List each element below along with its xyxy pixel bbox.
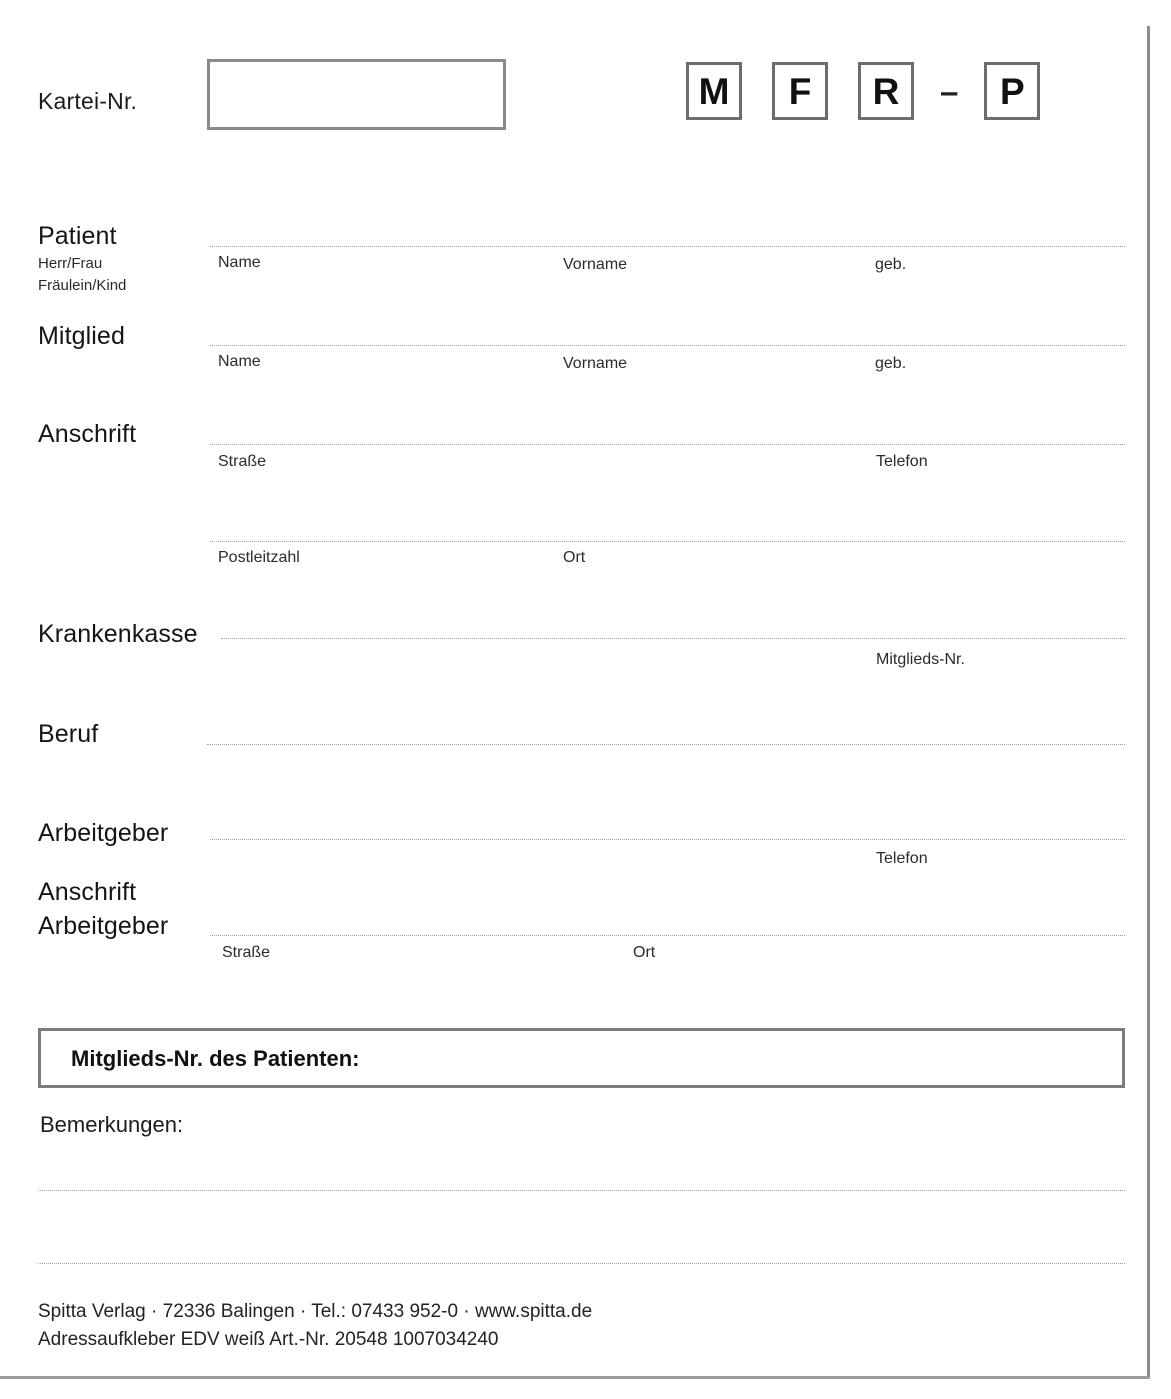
section-heading-beruf: Beruf [38, 720, 99, 748]
arbeitgeber-telefon-caption: Telefon [876, 850, 928, 867]
patient-geb-caption: geb. [875, 256, 907, 273]
section-heading-anschrift: Anschrift [38, 420, 137, 448]
category-box-group [686, 62, 1040, 120]
category-box-m[interactable]: M [686, 62, 742, 120]
mitgliedsnr-patient-label: Mitglieds-Nr. des Patienten: [71, 1046, 360, 1071]
anschrift-plz-caption: Postleitzahl [218, 549, 300, 566]
footer-imprint [38, 1298, 592, 1353]
mitglied-geb-caption: geb. [875, 355, 907, 372]
arbeitgeber-rule[interactable] [210, 839, 1125, 840]
anschrift-plz-ort-rule[interactable] [210, 541, 1125, 542]
patient-name-caption: Name [218, 254, 261, 271]
category-separator-dash: – [940, 72, 959, 110]
section-heading-anschrift-arbeitgeber-line-1: Anschrift [38, 878, 137, 906]
anschrift-ort-caption: Ort [563, 549, 586, 566]
category-box-p[interactable]: P [984, 62, 1040, 120]
page-edge-right [1147, 26, 1150, 1378]
beruf-rule[interactable] [207, 744, 1125, 745]
section-heading-krankenkasse: Krankenkasse [38, 620, 198, 648]
patient-name-rule[interactable] [210, 246, 1125, 247]
bemerkungen-rule-1[interactable] [38, 1190, 1125, 1191]
krankenkasse-rule[interactable] [221, 638, 1125, 639]
footer-line-1: Spitta Verlag · 72336 Balingen · Tel.: 07433 952-0 · www.spitta.de [38, 1301, 593, 1322]
mitglied-vorname-caption: Vorname [563, 355, 628, 372]
mitgliedsnr-patient-box[interactable] [38, 1028, 1125, 1088]
patient-vorname-caption: Vorname [563, 256, 628, 273]
patient-subtitle-line-2: Fräulein/Kind [38, 277, 127, 294]
mitglied-name-rule[interactable] [210, 345, 1125, 346]
mitglied-name-caption: Name [218, 353, 261, 370]
bemerkungen-rule-2[interactable] [38, 1263, 1125, 1264]
footer-line-2: Adressaufkleber EDV weiß Art.-Nr. 20548 1007034240 [38, 1328, 499, 1350]
section-heading-anschrift-arbeitgeber-line-2: Arbeitgeber [38, 912, 169, 940]
anschrift-telefon-caption: Telefon [876, 453, 928, 470]
patient-subtitle-line-1: Herr/Frau [38, 255, 103, 272]
kartei-nr-input[interactable] [207, 59, 506, 130]
category-box-f[interactable]: F [772, 62, 828, 120]
arbeitgeber-anschrift-rule[interactable] [210, 935, 1125, 936]
kartei-nr-label: Kartei-Nr. [38, 88, 138, 114]
page-edge-bottom [0, 1376, 1150, 1379]
anschrift-strasse-caption: Straße [218, 453, 267, 470]
arbeitgeber-ort-caption: Ort [633, 944, 656, 961]
section-heading-mitglied: Mitglied [38, 322, 125, 350]
arbeitgeber-strasse-caption: Straße [222, 944, 271, 961]
krankenkasse-mitgliedsnr-caption: Mitglieds-Nr. [876, 651, 965, 668]
bemerkungen-label: Bemerkungen: [40, 1112, 184, 1137]
anschrift-strasse-rule[interactable] [210, 444, 1125, 445]
section-heading-patient: Patient [38, 222, 117, 250]
category-box-r[interactable]: R [858, 62, 914, 120]
section-heading-arbeitgeber: Arbeitgeber [38, 819, 169, 847]
